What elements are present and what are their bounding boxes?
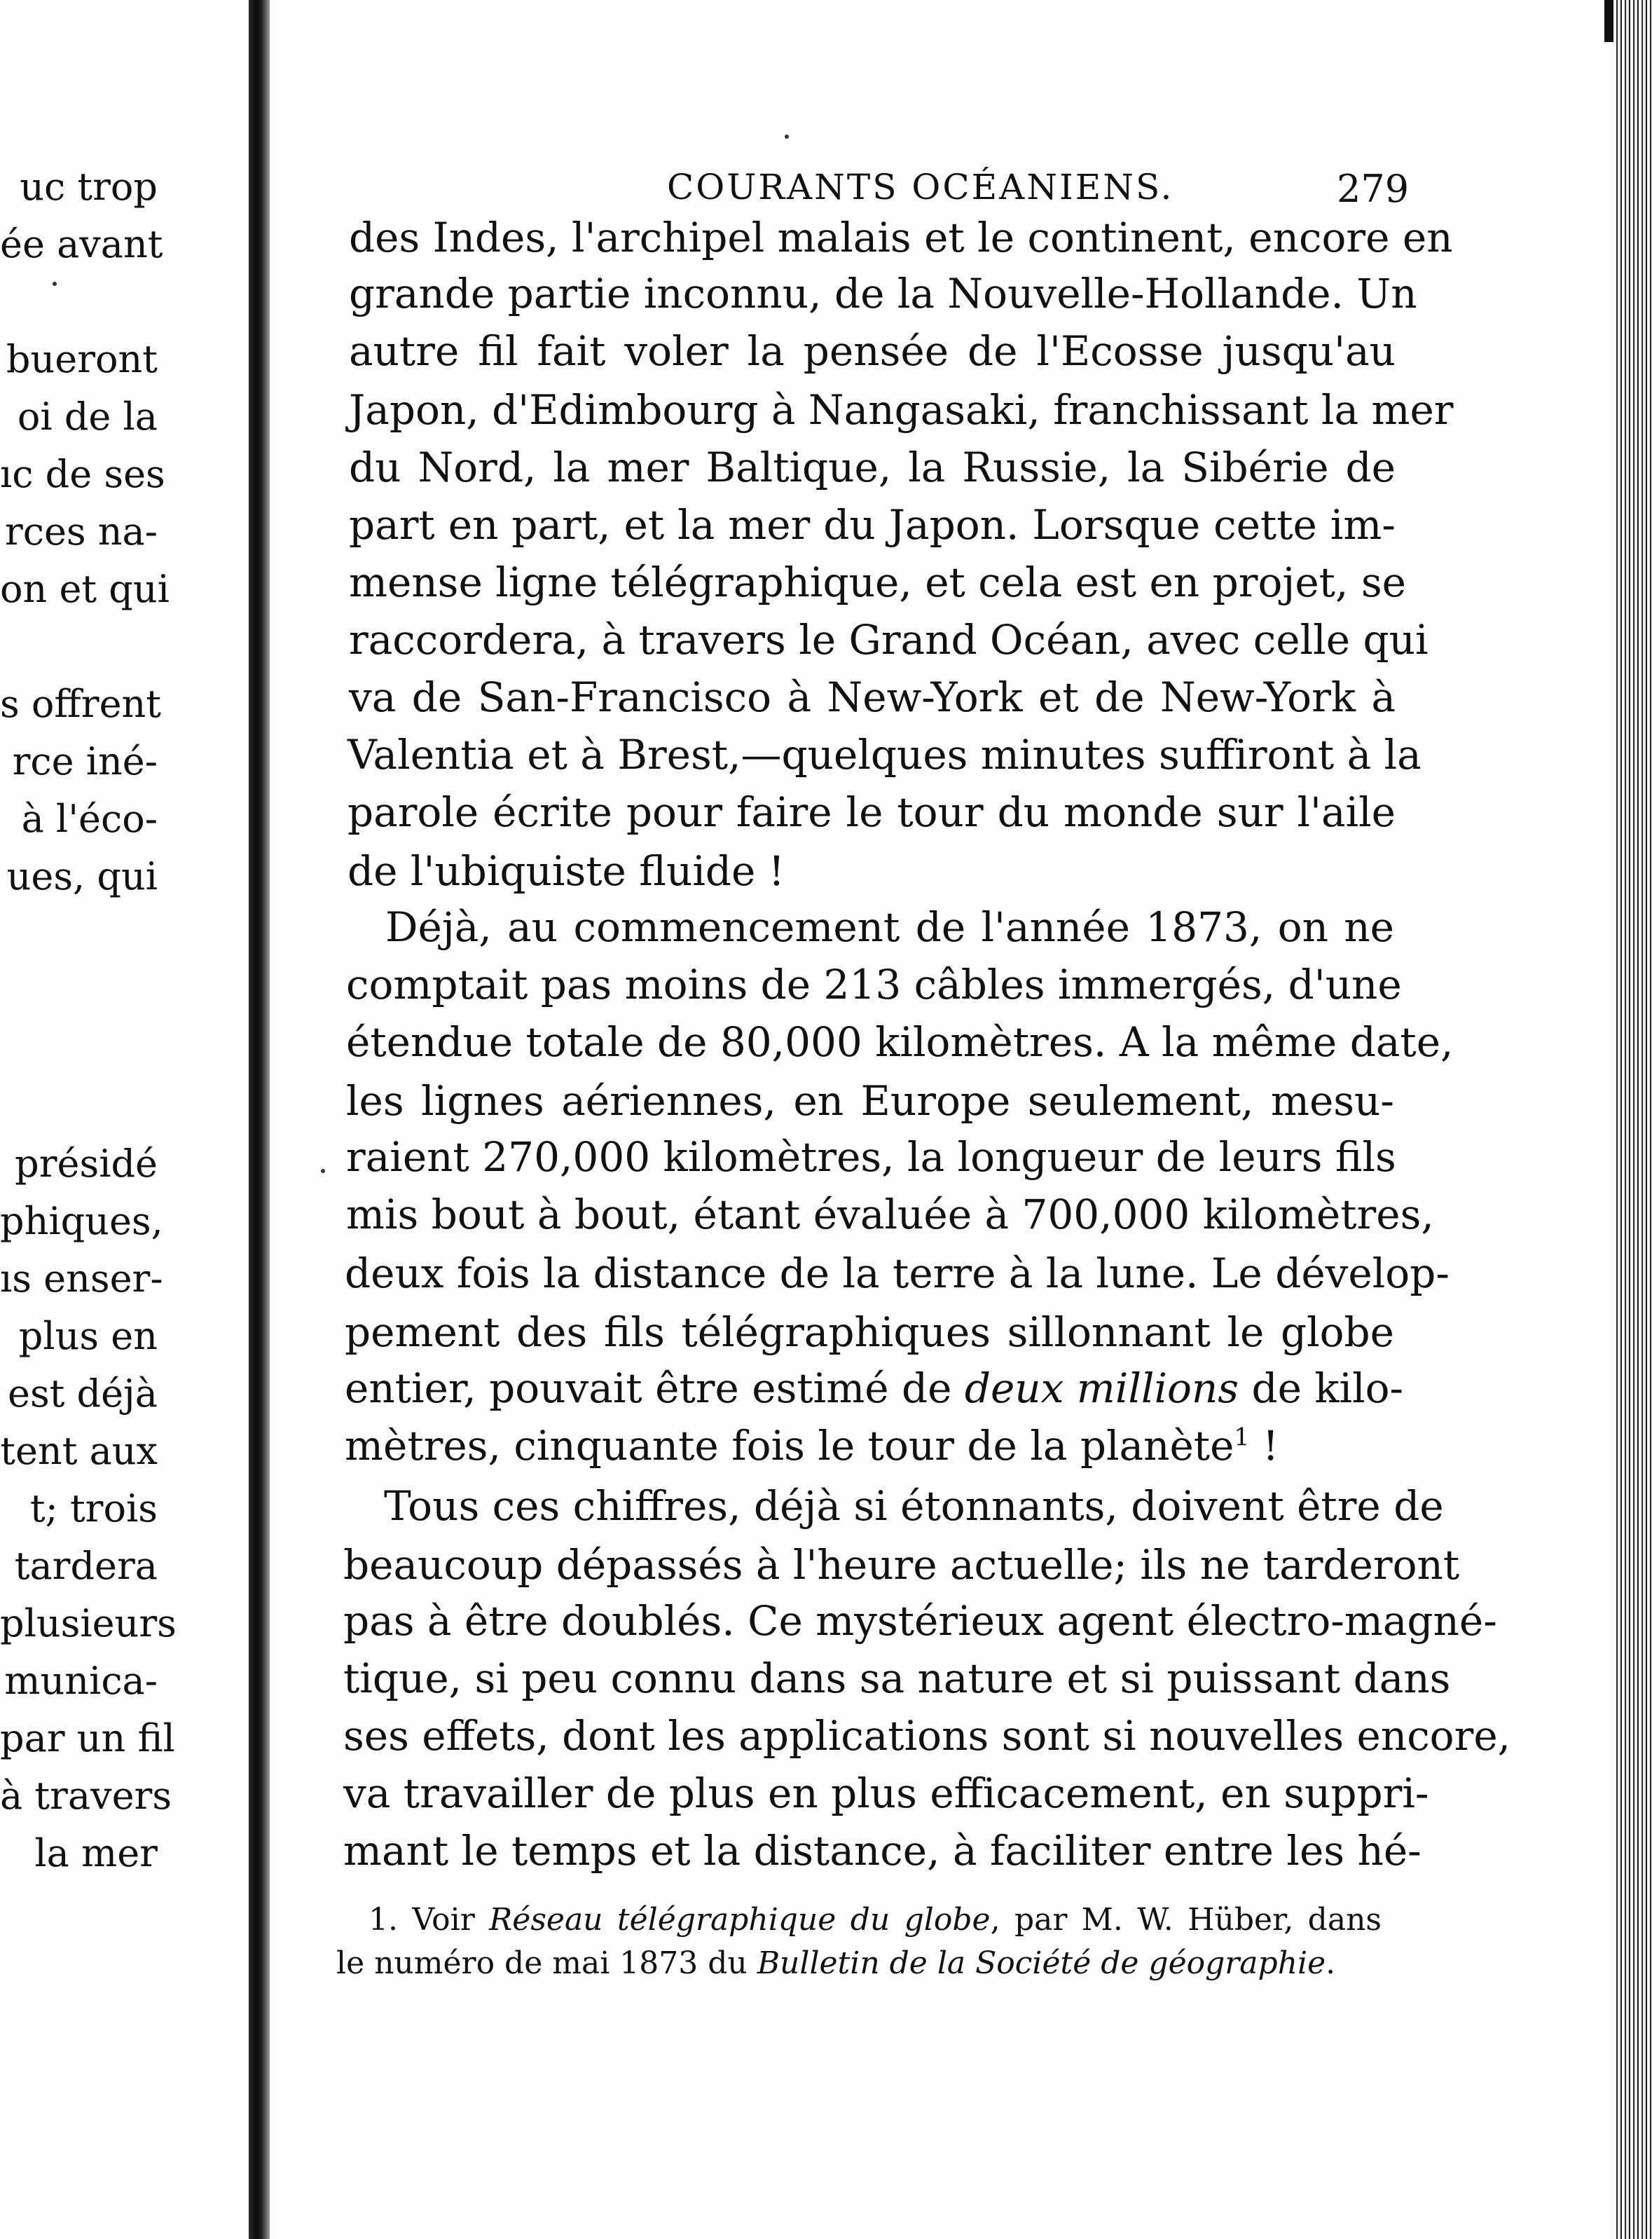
footnote-text: le numéro de mai 1873 du: [336, 1945, 757, 1981]
print-speck: [53, 282, 57, 286]
footnote-line: [336, 1945, 1382, 1981]
left-page-line: t; trois: [29, 1486, 158, 1531]
left-page-line: on et qui: [0, 567, 170, 611]
text-line: va de San-Francisco à New-York et de New-York à: [349, 673, 1396, 721]
text-line: raccordera, à travers le Grand Océan, avec celle qui: [349, 616, 1429, 664]
text-line: mis bout à bout, étant évaluée à 700,000 kilomètres,: [346, 1191, 1434, 1238]
text-line: étendue totale de 80,000 kilomètres. A la même date,: [346, 1018, 1454, 1066]
text-line: va travailler de plus en plus efficacement, en suppri-: [343, 1769, 1429, 1817]
text-line: ses effets, dont les applications sont si nouvelles encore,: [343, 1712, 1511, 1760]
text-line: raient 270,000 kilomètres, la longueur de leurs fils: [346, 1133, 1396, 1181]
left-page-line: ıc de ses: [0, 452, 165, 496]
left-page-line: ues, qui: [6, 854, 158, 898]
left-page-line: la mer: [34, 1831, 158, 1875]
left-page-line: ée avant: [0, 222, 163, 266]
right-page-edges: [1613, 0, 1652, 2239]
footnote-marker: 1.: [369, 1902, 398, 1938]
left-page-line: phiques,: [0, 1199, 163, 1243]
text-line: beaucoup dépassés à l'heure actuelle; ils ne tarderont: [343, 1541, 1460, 1589]
text-line: du Nord, la mer Baltique, la Russie, la Sibérie de: [349, 444, 1396, 491]
print-speck: [321, 1169, 325, 1173]
text-line: [345, 1364, 1404, 1412]
italic-emphasis: deux millions: [964, 1364, 1239, 1412]
text-line: deux fois la distance de la terre à la lune. Le dévelop-: [345, 1249, 1450, 1297]
left-page-line: s offrent: [0, 682, 162, 726]
footnote-italic-journal: Bulletin de la Société de géographie: [757, 1945, 1326, 1981]
text-line: des Indes, l'archipel malais et le continent, encore en: [349, 214, 1453, 261]
text-run: mètres, cinquante fois le tour de la planète: [345, 1422, 1234, 1470]
text-line: les lignes aériennes, en Europe seulement, mesu-: [346, 1077, 1394, 1125]
left-page-line: présidé: [15, 1142, 158, 1186]
text-line: [345, 1422, 1279, 1470]
text-run: de kilo-: [1239, 1364, 1404, 1412]
print-speck: [785, 135, 789, 139]
left-page-line: rce iné-: [12, 739, 158, 783]
footnote-line: [369, 1902, 1382, 1938]
text-line: comptait pas moins de 213 câbles immergés, d'une: [346, 961, 1402, 1008]
text-line: autre fil fait voler la pensée de l'Ecosse jusqu'au: [349, 327, 1396, 375]
footnote-text: Voir: [412, 1902, 490, 1938]
left-page-line: ıs enser-: [0, 1257, 163, 1301]
footnote-text: .: [1326, 1945, 1336, 1981]
text-run: !: [1249, 1422, 1279, 1470]
text-line: grande partie inconnu, de la Nouvelle-Hollande. Un: [349, 270, 1417, 317]
page-header: [0, 167, 1652, 209]
text-run: entier, pouvait être estimé de: [345, 1364, 965, 1412]
book-gutter: [249, 0, 270, 2239]
left-page-line: oi de la: [17, 395, 158, 439]
text-line: part en part, et la mer du Japon. Lorsque cette im-: [349, 501, 1396, 549]
left-page-line: par un fil: [0, 1716, 175, 1760]
text-line: Valentia et à Brest,—quelques minutes suffiront à la: [347, 731, 1422, 779]
text-line: mense ligne télégraphique, et cela est en projet, se: [349, 559, 1406, 606]
left-page-line: à travers: [0, 1774, 172, 1818]
footnote-text: , par M. W. Hüber, dans: [990, 1902, 1382, 1938]
left-page-line: bueront: [6, 337, 158, 381]
left-page-line: plus en: [18, 1314, 158, 1358]
text-line: Déjà, au commencement de l'année 1873, on ne: [385, 903, 1394, 951]
left-page-line: munica-: [4, 1659, 158, 1703]
text-line: pas à être doublés. Ce mystérieux agent électro-magné-: [343, 1597, 1497, 1645]
left-page-line: uc trop: [20, 165, 158, 209]
text-line: parole écrite pour faire le tour du monde sur l'aile: [347, 788, 1396, 836]
footnote-italic-title: Réseau télégraphique du globe: [489, 1902, 991, 1938]
page-number: 279: [1337, 167, 1410, 211]
text-line: Tous ces chiffres, déjà si étonnants, doivent être de: [384, 1482, 1444, 1530]
left-page-line: à l'éco-: [21, 797, 158, 841]
text-line: mant le temps et la distance, à faciliter entre les hé-: [343, 1827, 1422, 1875]
left-page-fragment: [0, 0, 249, 2239]
text-line: tique, si peu connu dans sa nature et si puissant dans: [343, 1655, 1451, 1702]
running-head: COURANTS OCÉANIENS.: [667, 167, 1174, 207]
text-line: pement des fils télégraphiques sillonnant le globe: [345, 1308, 1394, 1356]
left-page-line: plusieurs: [0, 1601, 177, 1645]
left-page-line: tent aux: [0, 1429, 158, 1473]
text-line: de l'ubiquiste fluide !: [347, 847, 785, 895]
footnote-reference: 1: [1234, 1423, 1250, 1452]
left-page-line: rces na-: [4, 509, 158, 554]
text-line: Japon, d'Edimbourg à Nangasaki, franchissant la mer: [349, 386, 1454, 434]
left-page-line: est déjà: [8, 1371, 158, 1416]
left-page-line: tardera: [14, 1544, 158, 1588]
